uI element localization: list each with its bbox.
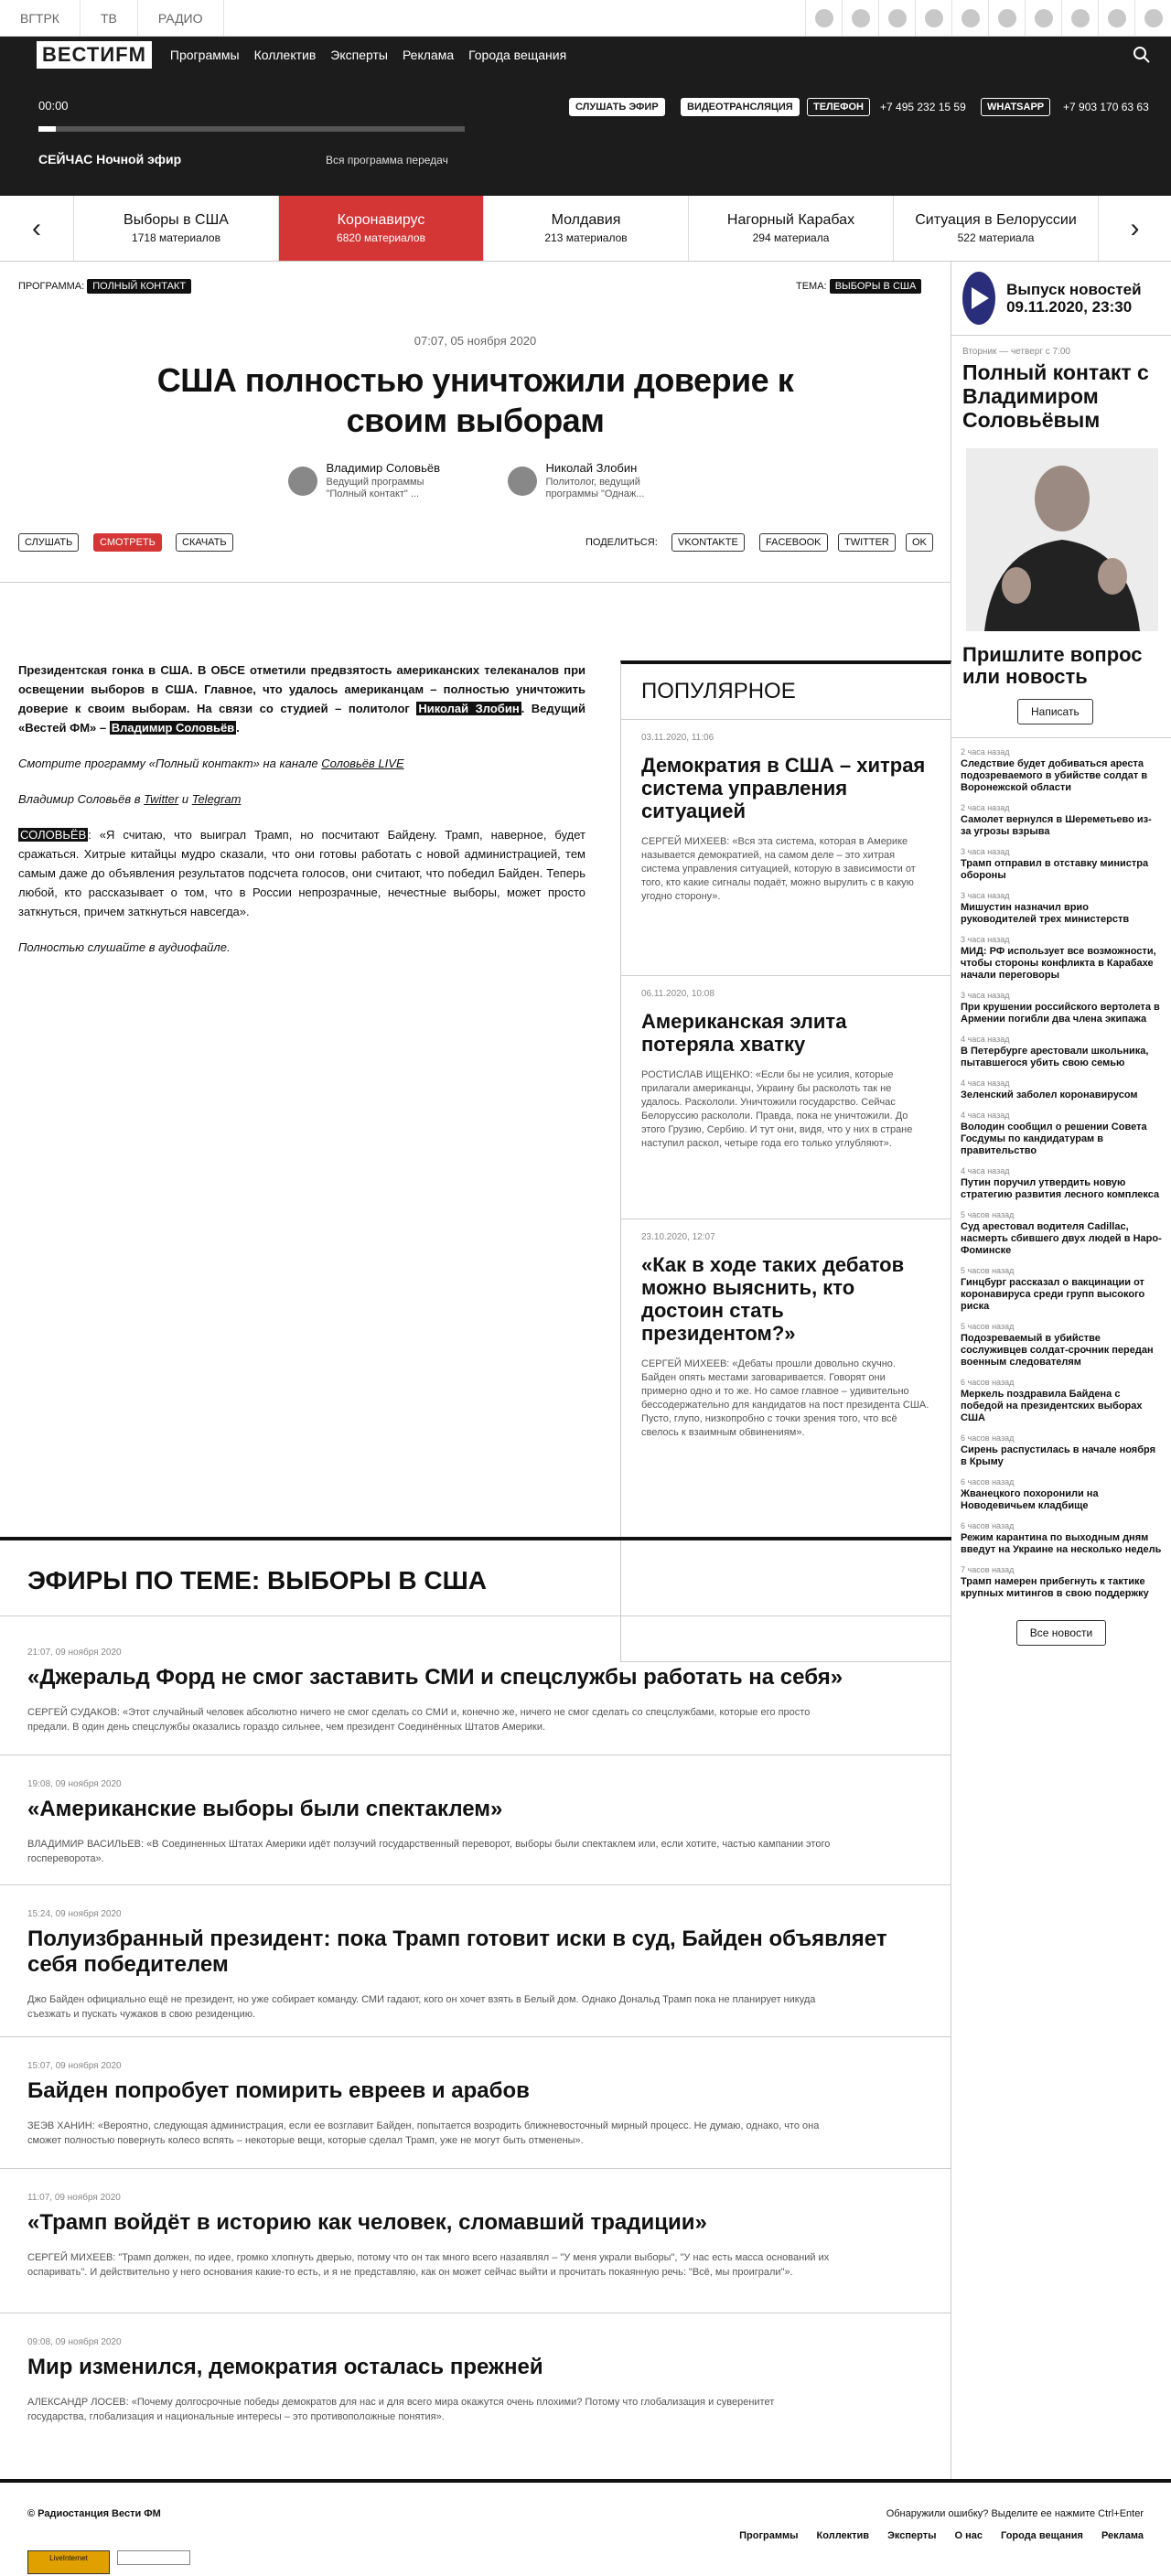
footer-link-programs[interactable]: Программы <box>739 2530 799 2541</box>
popular-item-text: СЕРГЕЙ МИХЕЕВ: «Вся эта система, которая в Америке называется демократией, на самом деле – это хитрая система управления ситуацией, которую в зависимости от того, кто какие сигналы подаёт, можно вырулить с в какую угодно сторону». <box>641 836 916 902</box>
all-news-button[interactable]: Все новости <box>1016 1620 1106 1646</box>
efir-text: ВЛАДИМИР ВАСИЛЬЕВ: «В Соединенных Штатах Америки идёт ползучий государственный переворот, выборы были спектаклем или, если хотите, частью кампании этого госпереворота». <box>27 1839 831 1864</box>
efir-item[interactable] <box>0 2313 951 2451</box>
popular-item[interactable] <box>621 720 951 976</box>
link-vgtrk[interactable]: ВГТРК <box>0 0 81 36</box>
footer-links <box>739 2530 1144 2541</box>
news-title[interactable]: Трамп отправил в отставку министра обороны <box>961 858 1149 881</box>
news-item[interactable] <box>961 1111 1162 1157</box>
news-time: 3 часа назад <box>961 847 1010 856</box>
popular-item-title[interactable]: «Как в ходе таких дебатов можно выяснить, кто достоин стать президентом?» <box>641 1253 905 1345</box>
topic-count: 213 материалов <box>544 231 628 244</box>
counter-badge[interactable] <box>117 2550 190 2565</box>
phone-label: ТЕЛЕФОН <box>807 98 870 116</box>
facebook-icon[interactable] <box>842 0 878 37</box>
article-date: 07:07, 05 ноября 2020 <box>414 334 537 348</box>
article-actions <box>0 528 951 583</box>
footer-link-ads[interactable]: Реклама <box>1101 2530 1144 2541</box>
topic-name: Молдавия <box>551 212 621 228</box>
p2-text: Владимир Соловьёв в <box>18 792 145 806</box>
efir-item[interactable] <box>0 2037 951 2169</box>
speaker-tag: СОЛОВЬЁВ <box>20 828 87 842</box>
nav-programs[interactable]: Программы <box>169 48 240 62</box>
telegram-link[interactable]: Telegram <box>191 792 242 806</box>
video-stream-button[interactable]: ВИДЕОТРАНСЛЯЦИЯ <box>681 98 800 116</box>
now-playing <box>38 152 181 166</box>
site-logo[interactable] <box>37 41 152 69</box>
footer-link-experts[interactable]: Эксперты <box>887 2530 937 2541</box>
odnoklassniki-icon[interactable] <box>915 0 951 37</box>
telegram-icon[interactable] <box>1134 0 1171 37</box>
news-title[interactable]: Сирень распустилась в начале ноября в Крыму <box>961 1444 1156 1467</box>
footer-link-cities[interactable]: Города вещания <box>1001 2530 1083 2541</box>
efir-title[interactable]: «Американские выборы были спектаклем» <box>27 1797 503 1821</box>
avatar <box>508 467 537 496</box>
topic-name: Нагорный Карабах <box>726 212 855 228</box>
news-item[interactable] <box>961 935 1162 982</box>
news-item[interactable] <box>961 891 1162 926</box>
efir-title[interactable]: Полуизбранный президент: пока Трамп готовит иски в суд, Байден объявляет себя победителем <box>27 1927 887 1977</box>
news-time: 4 часа назад <box>961 1111 1010 1120</box>
topic-count: 1718 материалов <box>132 231 220 244</box>
topic-name: Коронавирус <box>337 212 425 228</box>
author-name: Владимир Соловьёв <box>326 461 440 475</box>
theme-label-text: ТЕМА: <box>796 281 827 292</box>
share-ok-button[interactable]: OK <box>906 533 933 552</box>
efir-text: Джо Байден официально ещё не президент, но уже собирает команду. СМИ гадают, кого он хочет взять в Белый дом. Однако Дональд Трамп пока не планирует никуда съезжать и пускать чужаков в свою резиденцию. <box>27 1994 816 2020</box>
efir-date: 15:24, 09 ноября 2020 <box>27 1909 122 1919</box>
p1-text: Смотрите программу «Полный контакт» на канале <box>18 757 322 770</box>
play-icon[interactable] <box>962 272 995 325</box>
topic-karabakh[interactable] <box>688 196 893 261</box>
efir-date: 11:07, 09 ноября 2020 <box>27 2193 121 2203</box>
liveinternet-counter[interactable]: LiveInternet <box>27 2550 110 2574</box>
article-meta <box>0 261 951 297</box>
guest-link[interactable]: Николай Злобин <box>418 702 520 715</box>
program-tag[interactable]: ПОЛНЫЙ КОНТАКТ <box>87 279 191 294</box>
host-link[interactable]: Владимир Соловьёв <box>111 721 235 735</box>
avatar <box>288 467 317 496</box>
popular-date: 03.11.2020, 11:06 <box>641 733 714 743</box>
news-release-title: Выпуск новостей 09.11.2020, 23:30 <box>1006 280 1142 316</box>
instagram-icon[interactable] <box>988 0 1025 37</box>
efir-title[interactable]: Мир изменился, демократия осталась прежней <box>27 2355 543 2379</box>
author-role: Политолог, ведущий программы "Однаж... <box>545 477 645 499</box>
topic-usa-elections[interactable] <box>73 196 278 261</box>
article-title: США полностью уничтожили доверие к своим выборам <box>156 361 794 439</box>
theme-tag[interactable]: ВЫБОРЫ В США <box>830 279 922 294</box>
news-title[interactable]: Меркель поздравила Байдена с победой на президентских выборах США <box>961 1389 1143 1423</box>
efir-date: 15:07, 09 ноября 2020 <box>27 2061 122 2071</box>
listen-live-button[interactable]: СЛУШАТЬ ЭФИР <box>569 98 665 116</box>
efir-date: 21:07, 09 ноября 2020 <box>27 1648 122 1658</box>
efir-item[interactable] <box>0 2169 951 2313</box>
footer <box>0 2479 1171 2576</box>
news-title[interactable]: Режим карантина по выходным дням введут на Украине на несколько недель <box>961 1532 1162 1555</box>
article-authors <box>0 461 951 500</box>
topic-belarus[interactable] <box>893 196 1098 261</box>
nav-cities[interactable]: Города вещания <box>468 48 567 62</box>
carousel-next-button[interactable]: › <box>1098 196 1171 261</box>
now-title: Ночной эфир <box>96 152 182 166</box>
link-tv[interactable]: ТВ <box>81 0 138 36</box>
news-item[interactable] <box>961 1521 1162 1556</box>
news-item[interactable] <box>961 1378 1162 1424</box>
share-facebook-button[interactable]: FACEBOOK <box>759 533 828 552</box>
article-lead: Президентская гонка в США. В ОБСЕ отметили предвзятость американских телеканалов при освещении выборов в США. Главное, что удалось американцам – полностью уничтожить доверие к своим выборам. На связи со студией – политолог Николай Злобин . Ведущий «Вестей ФМ» – Владимир Соловьёв . <box>18 663 586 735</box>
main-nav <box>0 37 1171 73</box>
efir-date: 09:08, 09 ноября 2020 <box>27 2337 122 2347</box>
news-time: 2 часа назад <box>961 747 1010 757</box>
popular-date: 23.10.2020, 12:07 <box>641 1232 715 1242</box>
news-title[interactable]: Путин поручил утвердить новую стратегию развития лесного комплекса <box>961 1177 1160 1200</box>
top-bar <box>0 0 1171 37</box>
download-button[interactable]: СКАЧАТЬ <box>176 533 233 552</box>
radio-player <box>0 73 1171 196</box>
topic-name: Ситуация в Белоруссии <box>915 212 1077 228</box>
efir-title[interactable]: Байден попробует помирить евреев и арабов <box>27 2078 530 2103</box>
news-time: 6 часов назад <box>961 1477 1015 1487</box>
main-column <box>0 261 951 2479</box>
topic-moldova[interactable] <box>483 196 688 261</box>
news-title[interactable]: Гинцбург рассказал о вакцинации от коронавируса среди групп высокого риска <box>961 1277 1145 1312</box>
news-time: 5 часов назад <box>961 1210 1015 1219</box>
social-paragraph <box>18 789 586 809</box>
quote-text: : «Я считаю, что выиграл Трамп, но посчитают Байдену. Трамп, наверное, будет сражаться. Хитрые китайцы мудро сказали, что они готовы работать с новой администрацией, тем самым даже до объявления результатов подсчета голосов, они считают, что победил Байден. Теперь любой, кто рассказывает о том, что в России непрозрачные, нечестные выборы, может просто заткнуться, причем заткнуться навсегда». <box>18 828 586 918</box>
news-item[interactable] <box>961 1035 1162 1069</box>
news-item[interactable] <box>961 1322 1162 1368</box>
social-links <box>805 0 1171 36</box>
author-name: Николай Злобин <box>545 461 638 475</box>
popular-item-title[interactable]: Американская элита потеряла хватку <box>641 1010 847 1056</box>
player-time: 00:00 <box>38 99 69 113</box>
news-title[interactable]: Суд арестовал водителя Cadillac, насмерть сбившего двух людей в Наро-Фоминске <box>961 1221 1162 1256</box>
quote-paragraph <box>18 825 586 921</box>
news-time: 4 часа назад <box>961 1079 1010 1088</box>
now-label: СЕЙЧАС <box>38 152 93 166</box>
efir-item[interactable] <box>0 1624 951 1755</box>
news-title[interactable]: МИД: РФ использует все возможности, чтобы стороны конфликта в Карабахе начали переговоры <box>961 946 1156 981</box>
news-item[interactable] <box>961 1433 1162 1468</box>
program-label-text: ПРОГРАММА: <box>18 281 85 292</box>
news-item[interactable] <box>961 1477 1162 1512</box>
carousel-prev-button[interactable]: ‹ <box>32 212 41 243</box>
efir-item[interactable] <box>0 1755 951 1885</box>
news-release-player[interactable] <box>951 261 1171 336</box>
news-item[interactable] <box>961 1565 1162 1600</box>
listen-button[interactable]: СЛУШАТЬ <box>18 533 79 552</box>
write-button[interactable]: Написать <box>1017 699 1093 724</box>
news-time: 4 часа назад <box>961 1166 1010 1175</box>
android-icon[interactable] <box>1061 0 1098 37</box>
lead-text: Президентская гонка в США. В ОБСЕ отметили предвзятость американских телеканалов при освещении выборов в США. Главное, что удалось американцам – полностью уничтожить доверие к своим выборам. На связи со студией – политолог <box>18 663 586 715</box>
news-time: 5 часов назад <box>961 1322 1015 1331</box>
share-label: ПОДЕЛИТЬСЯ: <box>586 537 658 548</box>
player-progress[interactable] <box>38 126 465 132</box>
program-title[interactable]: Полный контакт с Владимиром Соловьёвым <box>962 360 1149 432</box>
author-solovyov[interactable] <box>288 461 444 500</box>
send-question-block <box>951 631 1171 738</box>
news-title[interactable]: Самолет вернулся в Шереметьево из-за угрозы взрыва <box>961 814 1152 837</box>
news-time: 4 часа назад <box>961 1035 1010 1044</box>
popular-item-text: РОСТИСЛАВ ИЩЕНКО: «Если бы не усилия, которые прилагали американцы, Украину бы расколоть так не удалось. Раскололи. Уничтожили государство. Сейчас Белоруссию раскололи. Правда, пока не уничтожили. До этого Грузию, Сербию. И тут они, видя, что у них в стране наступил раскол, четыре года его только углубляют». <box>641 1069 913 1149</box>
news-title[interactable]: Следствие будет добиваться ареста подозреваемого в убийстве солдат в Воронежской области <box>961 758 1148 793</box>
news-title[interactable]: Трамп намерен прибегнуть к тактике крупных митингов в свою поддержку <box>961 1576 1149 1599</box>
news-time: 7 часов назад <box>961 1565 1015 1574</box>
efir-text: АЛЕКСАНДР ЛОСЕВ: «Почему долгосрочные победы демократов для нас и для всего мира окажутся очень плохими? Потому что глобализация и суверенитет государства, глобализация и национальные интересы – это противоположные понятия». <box>27 2397 775 2422</box>
popular-item-title[interactable]: Демократия в США – хитрая система управления ситуацией <box>641 754 926 822</box>
popular-item[interactable] <box>621 1219 951 1453</box>
news-time: 5 часов назад <box>961 1266 1015 1275</box>
nav-ads[interactable]: Реклама <box>402 48 455 62</box>
program-label <box>18 281 191 292</box>
progress-fill <box>38 126 56 132</box>
topic-count: 6820 материалов <box>337 231 425 244</box>
sidebar <box>951 261 1171 2479</box>
news-item[interactable] <box>961 847 1162 882</box>
twitter-icon[interactable] <box>805 0 842 37</box>
news-title[interactable]: Зеленский заболел коронавирусом <box>961 1089 1138 1100</box>
news-item[interactable] <box>961 1210 1162 1257</box>
efir-text: СЕРГЕЙ СУДАКОВ: «Этот случайный человек абсолютно ничего не смог сделать со СМИ и, конечно же, ничего не смог сделать со спецслужбами, которые его просто предали. В один день спецслужбы оказались гораздо сильнее, чем президент Соединённых Штатов Америки. <box>27 1707 811 1733</box>
p2-and: и <box>178 792 192 806</box>
efir-item[interactable] <box>0 1885 951 2037</box>
logo-text: ВЕСТИ <box>42 43 116 66</box>
news-item[interactable] <box>961 803 1162 838</box>
efir-text: СЕРГЕЙ МИХЕЕВ: "Трамп должен, по идее, громко хлопнуть дверью, потому что он так много всего назаявлял – "У меня украли выборы", "У нас есть масса оснований их оспаривать". И действительно у него основания какие-то есть, и я не представляю, как он может сейчас выйти и прочитать покаянную речь: "Всё, мы проиграли"». <box>27 2252 830 2278</box>
whatsapp-label: WHATSAPP <box>981 98 1050 116</box>
all-programs-link[interactable]: Вся программа передач <box>326 154 448 166</box>
all-news-wrap <box>951 1609 1171 1646</box>
nav-team[interactable]: Коллектив <box>253 48 317 62</box>
news-time: 3 часа назад <box>961 935 1010 944</box>
link-radio[interactable]: РАДИО <box>138 0 224 36</box>
news-title[interactable]: Володин сообщил о решении Совета Госдумы по кандидатурам в правительство <box>961 1122 1147 1156</box>
news-time: 6 часов назад <box>961 1378 1015 1387</box>
news-item[interactable] <box>961 747 1162 794</box>
program-promo[interactable] <box>951 336 1171 631</box>
topics-carousel <box>0 196 1171 262</box>
news-item[interactable] <box>961 1266 1162 1313</box>
program-schedule: Вторник — четверг с 7:00 <box>962 347 1070 357</box>
news-item[interactable] <box>961 1079 1162 1101</box>
watch-paragraph <box>18 754 586 773</box>
news-item[interactable] <box>961 991 1162 1025</box>
topic-name: Выборы в США <box>124 212 229 228</box>
efiry-heading: ЭФИРЫ ПО ТЕМЕ: ВЫБОРЫ В США <box>0 1537 951 1616</box>
efir-title[interactable]: «Трамп войдёт в историю как человек, сломавший традиции» <box>27 2210 707 2235</box>
news-time: 2 часа назад <box>961 803 1010 812</box>
theme-label <box>796 281 921 292</box>
copyright: © Радиостанция Вести ФМ <box>27 2508 161 2519</box>
news-time: 6 часов назад <box>961 1521 1015 1530</box>
author-zlobin[interactable] <box>508 461 663 500</box>
lead-text-2: . Ведущий «Вестей ФМ» – <box>18 702 586 735</box>
apple-icon[interactable] <box>1025 0 1061 37</box>
news-title[interactable]: Мишустин назначил врио руководителей трех министерств <box>961 902 1130 925</box>
popular-block <box>620 660 951 1662</box>
nav-experts[interactable]: Эксперты <box>330 48 388 62</box>
solovyov-live-link[interactable]: Соловьёв LIVE <box>321 757 404 770</box>
viber-icon[interactable] <box>1098 0 1134 37</box>
watch-button[interactable]: СМОТРЕТЬ <box>93 533 162 552</box>
send-question-title: Пришлите вопрос или новость <box>962 643 1143 688</box>
topic-count: 294 материала <box>752 231 830 244</box>
article-body <box>18 660 586 973</box>
author-role: Ведущий программы "Полный контакт" ... <box>326 477 424 499</box>
share-vk-button[interactable]: VKONTAKTE <box>671 533 745 552</box>
news-time: 3 часа назад <box>961 891 1010 900</box>
topic-coronavirus[interactable] <box>278 196 483 261</box>
popular-item[interactable] <box>621 976 951 1219</box>
logo-fm: FM <box>115 43 146 66</box>
footer-link-about[interactable]: О нас <box>954 2530 983 2541</box>
popular-item-text: СЕРГЕЙ МИХЕЕВ: «Дебаты прошли довольно скучно. Байден опять местами заговаривается. Говорят они примерно одно и то же. Но самое главное – удивительно бессодержательно для кандидатов на пост президента США. Пусто, глупо, низкопробно с точки зрения того, что всё свелось к взаимным обвинениям». <box>641 1358 929 1438</box>
youtube-icon[interactable] <box>951 0 988 37</box>
news-title[interactable]: При крушении российского вертолета в Армении погибли два члена экипажа <box>961 1002 1160 1025</box>
share-twitter-button[interactable]: TWITTER <box>838 533 896 552</box>
footer-link-team[interactable]: Коллектив <box>816 2530 870 2541</box>
whatsapp-number[interactable]: +7 903 170 63 63 <box>1063 101 1149 113</box>
vk-icon[interactable] <box>878 0 915 37</box>
phone-number[interactable]: +7 495 232 15 59 <box>880 101 966 113</box>
error-notice: Обнаружили ошибку? Выделите ее нажмите Ctrl+Enter <box>886 2508 1144 2519</box>
news-title[interactable]: Жванецкого похоронили на Новодевичьем кладбище <box>961 1488 1099 1511</box>
news-time: 3 часа назад <box>961 991 1010 1000</box>
efir-date: 19:08, 09 ноября 2020 <box>27 1779 122 1789</box>
news-time: 6 часов назад <box>961 1433 1015 1443</box>
search-icon[interactable] <box>1133 46 1151 64</box>
news-title[interactable]: В Петербурге арестовали школьника, пытавшегося убить свою семью <box>961 1046 1149 1068</box>
host-photo <box>966 448 1158 631</box>
news-title[interactable]: Подозреваемый в убийстве сослуживцев солдат-срочник передан военным следователям <box>961 1333 1154 1368</box>
twitter-link[interactable]: Twitter <box>144 792 179 806</box>
popular-title: ПОПУЛЯРНОЕ <box>621 664 951 720</box>
topic-count: 522 материала <box>957 231 1035 244</box>
news-feed <box>951 738 1171 1600</box>
news-item[interactable] <box>961 1166 1162 1201</box>
efir-title[interactable]: «Джеральд Форд не смог заставить СМИ и спецслужбы работать на себя» <box>27 1665 843 1690</box>
popular-date: 06.11.2020, 10:08 <box>641 989 714 999</box>
efir-text: ЗЕЭВ ХАНИН: «Вероятно, следующая администрация, если ее возглавит Байден, попытается возродить ближневосточный мирный процесс. Не думаю, однако, что она сможет полностью повернуть колесо вспять – некоторые вещи, которые сделал Трамп, уже не могут быть отменены». <box>27 2120 820 2146</box>
audio-note: Полностью слушайте в аудиофайле. <box>18 940 231 954</box>
